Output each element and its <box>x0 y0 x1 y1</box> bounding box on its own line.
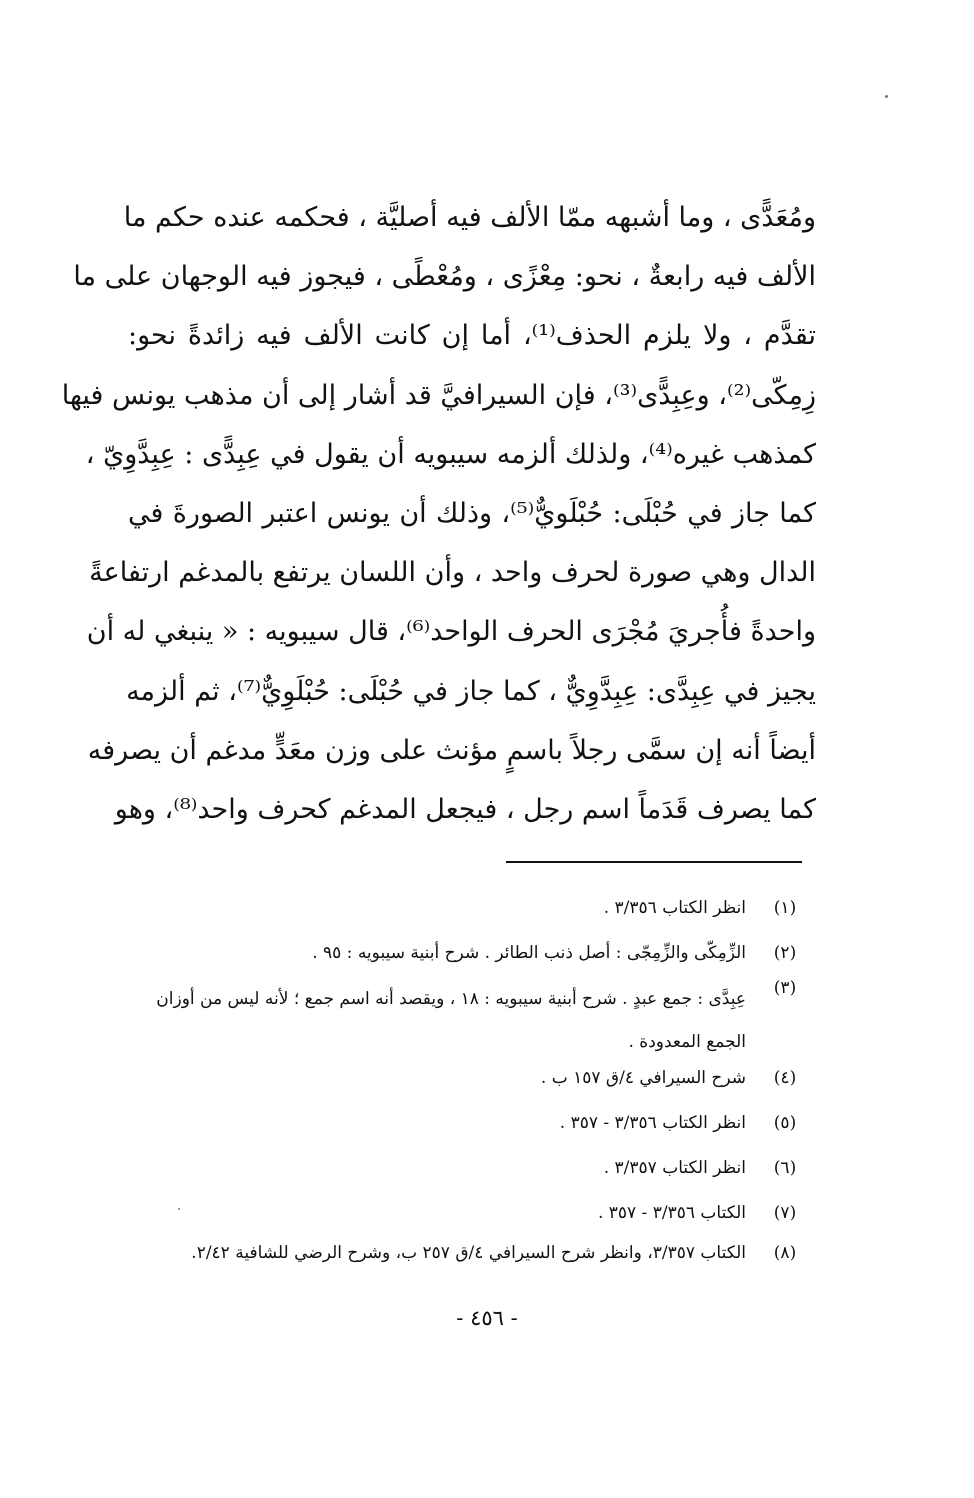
footnote-text: الزِّمِكّى والزِّمِجّى : أصل ذنب الطائر . شرح أبنية سيبويه : ٩٥ . <box>312 943 746 963</box>
footnote-number: (٦) <box>773 1158 797 1178</box>
footnote <box>128 1243 816 1283</box>
footnote <box>128 898 816 943</box>
footnote-number: (٣) <box>773 978 797 998</box>
footnote-number: (٨) <box>773 1243 797 1263</box>
text-line: كما جاز في حُبْلَى: حُبْلَويٌّ⁽⁵⁾، وذلك أن يونس اعتبر الصورةَ في <box>128 497 816 529</box>
footnote <box>128 978 816 1068</box>
footnote-text: عِبِدَّى : جمع عبدٍ . شرح أبنية سيبويه : ١٨ ، ويقصد أنه اسم جمع ؛ لأنه ليس من أوزان الجمع المعدودة . <box>156 989 746 1052</box>
footnote <box>128 1113 816 1158</box>
footnote-number: (٧) <box>773 1203 797 1223</box>
scan-speck <box>885 95 888 98</box>
text-line: الألف فيه رابعةٌ ، نحو: مِعْزًى ، ومُعْطًى ، فيجوز فيه الوجهان على ما <box>73 261 816 293</box>
text-line: واحدةً فأُجريَ مُجْرَى الحرف الواحد⁽⁶⁾، قال سيبويه : « ينبغي له أن <box>86 616 816 648</box>
text-line: زِمِكّى⁽²⁾، وعِبِدًّى⁽³⁾، فإن السيرافيَّ قد أشار إلى أن مذهب يونس فيها <box>61 379 816 411</box>
footnote-text: انظر الكتاب ٣/٣٥٦ . <box>603 898 746 918</box>
text-line: الدال وهي صورة لحرف واحد ، وأن اللسان يرتفع بالمدغم ارتفاعةً <box>89 557 816 589</box>
footnote <box>128 1068 816 1113</box>
footnotes <box>128 898 816 1283</box>
footnote-number: (٥) <box>773 1113 797 1133</box>
text-line: تقدَّم ، ولا يلزم الحذف⁽¹⁾، أما إن كانت الألف فيه زائدةً نحو: <box>128 320 816 352</box>
footnote-number: (٢) <box>773 943 797 963</box>
footnote <box>128 1158 816 1203</box>
footnote-number: (١) <box>773 898 797 918</box>
main-text <box>61 188 816 839</box>
footnote-text: انظر الكتاب ٣/٣٥٧ . <box>603 1158 746 1178</box>
page-number: - ٤٥٦ - <box>456 1306 518 1330</box>
footnote-text: شرح السيرافي ٤/ق ١٥٧ ب . <box>540 1068 746 1088</box>
text-line: كمذهب غيره⁽⁴⁾، ولذلك ألزمه سيبويه أن يقول في عِبِدًّى : عِبِدَّوِيّ ، <box>85 438 816 470</box>
footnote-text: الكتاب ٣/٣٥٧، وانظر شرح السيرافي ٤/ق ٢٥٧ ب، وشرح الرضي للشافية ٢/٤٢. <box>191 1243 746 1263</box>
footnote-text: الكتاب ٣/٣٥٦ - ٣٥٧ . <box>597 1203 746 1223</box>
footnote-separator <box>506 861 802 863</box>
footnote-text: انظر الكتاب ٣/٣٥٦ - ٣٥٧ . <box>559 1113 746 1133</box>
text-line: أيضاً أنه إن سمَّى رجلاً باسمٍ مؤنث على وزن معَدٍّ مدغم أن يصرفه <box>87 734 816 766</box>
text-line: يجيز في عِبِدَّى: عِبِدَّوِيٌّ ، كما جاز في حُبْلَى: حُبْلَوِيٌّ⁽⁷⁾، ثم ألزمه <box>126 675 816 707</box>
footnote-number: (٤) <box>773 1068 797 1088</box>
footnote <box>128 1203 816 1243</box>
text-line: ومُعَدًّى ، وما أشبهه ممّا الألف فيه أصليَّة ، فحكمه عنده حكم ما <box>123 202 816 233</box>
text-line: كما يصرف قَدَماً اسم رجل ، فيجعل المدغم كحرف واحد⁽⁸⁾، وهو <box>114 793 816 825</box>
